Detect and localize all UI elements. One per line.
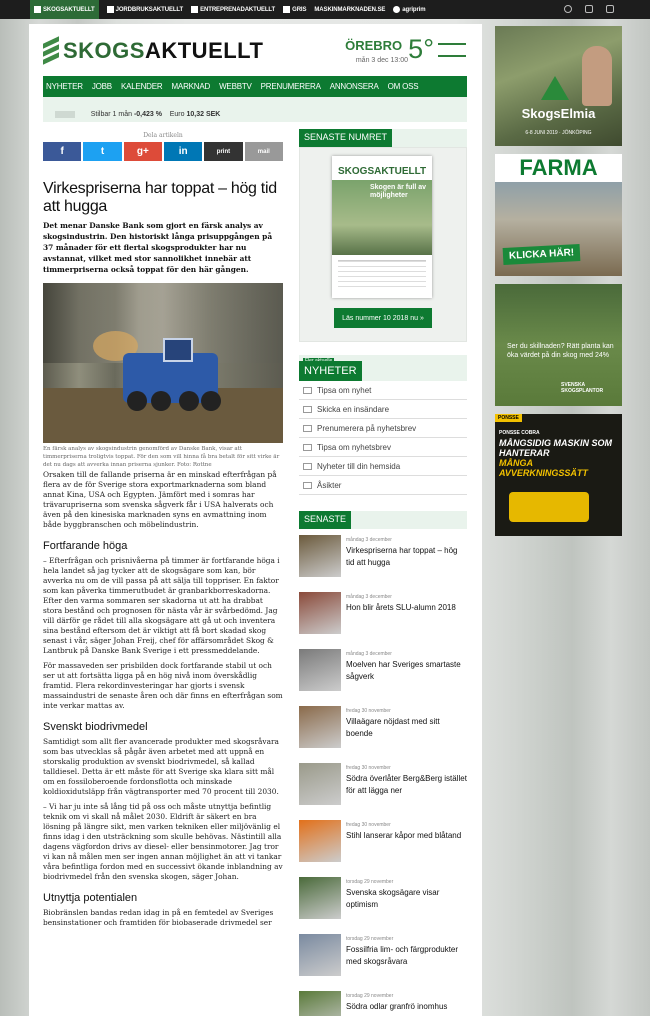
- paragraph: Samtidigt som allt fler avancerade produkter med skogsråvara som bas utvecklas så pågår även arbetet med att uppnå en storskalig produktion av svenskt biodrivmedel, så kallad talldiesel. Detta är ett måste för att Sverige ska klara sitt mål om en fossiloberoende fordonsflotta och minskade koldioxidutsläpp från vägtransporter med 70 procent till 2030.: [43, 737, 279, 796]
- lock-icon[interactable]: [606, 5, 614, 13]
- read-issue-button[interactable]: Läs nummer 10 2018 nu »: [334, 308, 432, 328]
- latest-item[interactable]: [299, 648, 467, 700]
- envelope-icon: [303, 406, 312, 413]
- latest-title-link[interactable]: Svenska skogsägare visar optimism: [346, 888, 440, 909]
- site-link-agriprim[interactable]: agriprim: [393, 6, 425, 13]
- site-link-skogsaktuellt[interactable]: SKOGSAKTUELLT: [30, 0, 99, 19]
- latest-section: [299, 511, 467, 1016]
- news-link[interactable]: Nyheter till din hemsida: [299, 457, 467, 476]
- news-link[interactable]: Åsikter: [299, 476, 467, 495]
- news-link[interactable]: Prenumerera på nyhetsbrev: [299, 419, 467, 438]
- farma-click-button[interactable]: KLICKA HÄR!: [503, 244, 581, 265]
- market-ticker: Stilbar 1 mån -0,423 % Euro 10,32 SEK: [43, 97, 467, 122]
- news-link[interactable]: Skicka en insändare: [299, 400, 467, 419]
- latest-issue: [299, 147, 467, 342]
- latest-item[interactable]: [299, 876, 467, 928]
- ad-ponsse[interactable]: PONSSE PONSSE COBRA MÅNGSIDIG MASKIN SOM HANTERAR MÅNGA AVVERKNINGSSÄTT: [495, 414, 622, 536]
- twitter-share-button[interactable]: t: [83, 142, 121, 161]
- latest-thumbnail: [299, 592, 341, 634]
- latest-date: måndag 3 december: [346, 594, 392, 600]
- ad-column: [495, 26, 622, 544]
- latest-date: torsdag 29 november: [346, 936, 394, 942]
- envelope-icon: [303, 463, 312, 470]
- logo-text-a: SKOGS: [63, 38, 145, 63]
- article: [43, 132, 283, 928]
- article-title: Virkespriserna har toppat – hög tid att hugga: [43, 180, 277, 215]
- latest-thumbnail: [299, 934, 341, 976]
- magazine-cover[interactable]: SKOGSAKTUELLT Skogen är full av möjligheter: [332, 156, 432, 298]
- linkedin-share-button[interactable]: in: [164, 142, 202, 161]
- latest-thumbnail: [299, 649, 341, 691]
- latest-item[interactable]: [299, 705, 467, 757]
- latest-date: torsdag 29 november: [346, 993, 394, 999]
- ad-skogselmia[interactable]: SkogsElmia 6-8 JUNI 2019 · JÖNKÖPING: [495, 26, 622, 146]
- paragraph: Orsaken till de fallande priserna är en minskad efterfrågan på flera av de för Sverige stora exportmarknaderna som bland annat Kina, USA och Egypten. Jämfört med i somras har trävarupriserna som svenska sågverk får i USA halverats och även på den kinesiska marknaden syns en avmattning inom både byggbranschen och möbelindustrin.: [43, 470, 277, 529]
- top-site-bar: [0, 0, 650, 19]
- weather-date: mån 3 dec 13:00: [355, 57, 408, 64]
- google-share-button[interactable]: g+: [124, 142, 162, 161]
- site-link-jordbruksaktuellt[interactable]: JORDBRUKSAKTUELLT: [107, 6, 184, 13]
- news-link[interactable]: Tipsa om nyhet: [299, 381, 467, 400]
- site-logo-icon: [283, 6, 290, 13]
- latest-thumbnail: [299, 706, 341, 748]
- latest-thumbnail: [299, 763, 341, 805]
- latest-item[interactable]: [299, 534, 467, 586]
- logo-mark-icon: [43, 36, 59, 66]
- latest-item[interactable]: [299, 933, 467, 985]
- nav-nyheter[interactable]: NYHETER: [46, 82, 83, 91]
- latest-title-link[interactable]: Moelven har Sveriges smartaste sågverk: [346, 660, 461, 681]
- news-link[interactable]: Tipsa om nyhetsbrev: [299, 438, 467, 457]
- issue-title: SENASTE NUMRET: [299, 129, 392, 147]
- logo-text-b: AKTUELLT: [144, 38, 264, 63]
- latest-item[interactable]: [299, 819, 467, 871]
- email-share-button[interactable]: mail: [245, 142, 283, 161]
- photo-caption: En färsk analys av skogsindustrin genomförd av Danske Bank, visar att timmerpriserna troligtvis toppat. För den som vill hinna få bra betalt för sitt virke är det nu dags att avverka innan priserna sjunker. Foto: Rottne: [43, 446, 280, 468]
- tree-icon: [541, 76, 569, 100]
- latest-item[interactable]: [299, 990, 467, 1016]
- main-nav: [43, 76, 467, 97]
- paragraph: Biobränslen bandas redan idag in på en femtedel av Sveriges bensinstationer och framtiden för biobaserade drivmedel ser: [43, 908, 274, 927]
- weather-temp: 5°: [408, 34, 434, 64]
- latest-title-link[interactable]: Virkespriserna har toppat – hög tid att hugga: [346, 546, 458, 567]
- subheading: Utnyttja potentialen: [43, 892, 138, 904]
- sidebar: [299, 129, 467, 1016]
- weather-widget: [345, 36, 466, 62]
- latest-title: SENASTE: [299, 511, 351, 529]
- nav-prenumerera[interactable]: PRENUMERERA: [260, 82, 321, 91]
- latest-title-link[interactable]: Hon blir årets SLU-alumn 2018: [346, 603, 456, 612]
- latest-title-link[interactable]: Fossilfria lim- och färgprodukter med skogsråvara: [346, 945, 459, 966]
- paragraph: För massaveden ser prisbilden dock fortfarande stabil ut och ser ut att fortsätta ligga på en hög nivå inom överskådlig framtid. Flera rekordinvesteringar har gjorts i svensk massaindustri de senaste åren och där finns en efterfrågan som inte verkar mattas av.: [43, 661, 283, 710]
- site-link-gris[interactable]: GRIS: [283, 6, 306, 13]
- latest-date: fredag 30 november: [346, 822, 391, 828]
- nav-jobb[interactable]: JOBB: [91, 82, 112, 91]
- latest-thumbnail: [299, 991, 341, 1016]
- latest-title-link[interactable]: Stihl lanserar kåpor med blåtand: [346, 831, 462, 840]
- envelope-icon: [303, 387, 312, 394]
- latest-thumbnail: [299, 535, 341, 577]
- wind-icon: [438, 43, 466, 57]
- ad-svenska-skogsplantor[interactable]: Ser du skillnaden? Rätt planta kan öka värdet på din skog med 24% SVENSKA SKOGSPLANTOR: [495, 284, 622, 406]
- envelope-icon: [303, 425, 312, 432]
- site-link-maskinmarknaden[interactable]: MASKINMARKNADEN.SE: [314, 6, 386, 13]
- news-links: [299, 381, 467, 495]
- paragraph: – Vi har ju inte så lång tid på oss och måste utnyttja befintlig teknik om vi skall nå målet 2030. Eldrift är säkert en bra lösning på längre sikt, men varken tekniken eller miljövänlig el finns idag i den utsträckning som skulle behövas. Nästintill alla dagens vägfordon drivs av diesel- eller bensinmotorer. Jag tror vi kan nå målen men ser ingen annan möjlighet än att vi tankar våra befintliga fordon med en successivt ökande inblandning av biodrivmedel från den svenska skogen, säger Johan.: [43, 802, 283, 881]
- latest-date: fredag 30 november: [346, 765, 391, 771]
- nav-annonsera[interactable]: ANNONSERA: [329, 82, 379, 91]
- ad-farma[interactable]: FARMA KLICKA HÄR!: [495, 154, 622, 276]
- nav-webbtv[interactable]: WEBBTV: [219, 82, 252, 91]
- site-logo-icon: [191, 6, 198, 13]
- print-button[interactable]: print: [204, 142, 242, 161]
- nav-kalender[interactable]: KALENDER: [120, 82, 163, 91]
- site-logo-icon: [34, 6, 41, 13]
- site-logo-icon: [107, 6, 114, 13]
- latest-thumbnail: [299, 820, 341, 862]
- latest-date: måndag 3 december: [346, 651, 392, 657]
- news-title: NYHETER: [299, 361, 362, 381]
- share-label: Dela artikeln: [143, 132, 183, 139]
- latest-title-link[interactable]: Villaägare nöjdast med sitt boende: [346, 717, 440, 738]
- latest-date: torsdag 29 november: [346, 879, 394, 885]
- article-body: [43, 470, 283, 928]
- latest-title-link[interactable]: Södra överlåter Berg&Berg istället för att lägga ner: [346, 774, 467, 795]
- paragraph: – Efterfrågan och prisnivåerna på timmer är fortfarande höga i hela landet så jag tycker att de skogsägare som kan, bör avverka nu om de vill passa på att sälja till toppriser. En faktor som kan påverka timmerutbudet är granbarkborreskadorna. Efter den varma sommaren ser skadorna ut att ha drabbat stora bestånd och prognosen för nästa vår är svårbedömd. Jag vill därför ge rådet till alla skogsägare att gå ut och inventera sina bestånd eftersom det är viktigt att få bort skadad skog senast i vår, säger Johan Freij, chef för affärsområdet Skog & Lantbruk på Danske Bank Sverige i ett pressmeddelande.: [43, 556, 280, 655]
- ticker-tag: [55, 111, 75, 118]
- envelope-icon: [303, 444, 312, 451]
- site-logo-icon: [393, 6, 400, 13]
- latest-thumbnail: [299, 877, 341, 919]
- latest-date: måndag 3 december: [346, 537, 392, 543]
- subheading: Fortfarande höga: [43, 540, 128, 552]
- latest-title-link[interactable]: Södra odlar granfrö inomhus: [346, 1002, 448, 1011]
- subheading: Svenskt biodrivmedel: [43, 721, 148, 733]
- site-logo[interactable]: [43, 36, 263, 66]
- nav-om-oss[interactable]: OM OSS: [387, 82, 419, 91]
- envelope-icon: [303, 482, 312, 489]
- weather-city: ÖREBRO: [345, 38, 403, 53]
- site-link-entreprenadaktuellt[interactable]: ENTREPRENADAKTUELLT: [191, 6, 275, 13]
- latest-item[interactable]: [299, 591, 467, 643]
- article-photo: [43, 283, 283, 443]
- nav-marknad[interactable]: MARKNAD: [171, 82, 211, 91]
- search-icon[interactable]: [564, 5, 572, 13]
- latest-date: fredag 30 november: [346, 708, 391, 714]
- main-content: [29, 24, 482, 1016]
- latest-item[interactable]: [299, 762, 467, 814]
- share-bar: [43, 142, 283, 161]
- print-icon[interactable]: [585, 5, 593, 13]
- facebook-share-button[interactable]: f: [43, 142, 81, 161]
- article-lead: Det menar Danske Bank som gjort en färsk analys av skogsindustrin. Den historiskt långa prisuppgången på 37 månader för ett flertal skogsprodukter har nu avstannat, vilket med stor sannolikhet innebär att timmerpriserna också toppat för den här gången.: [43, 221, 273, 274]
